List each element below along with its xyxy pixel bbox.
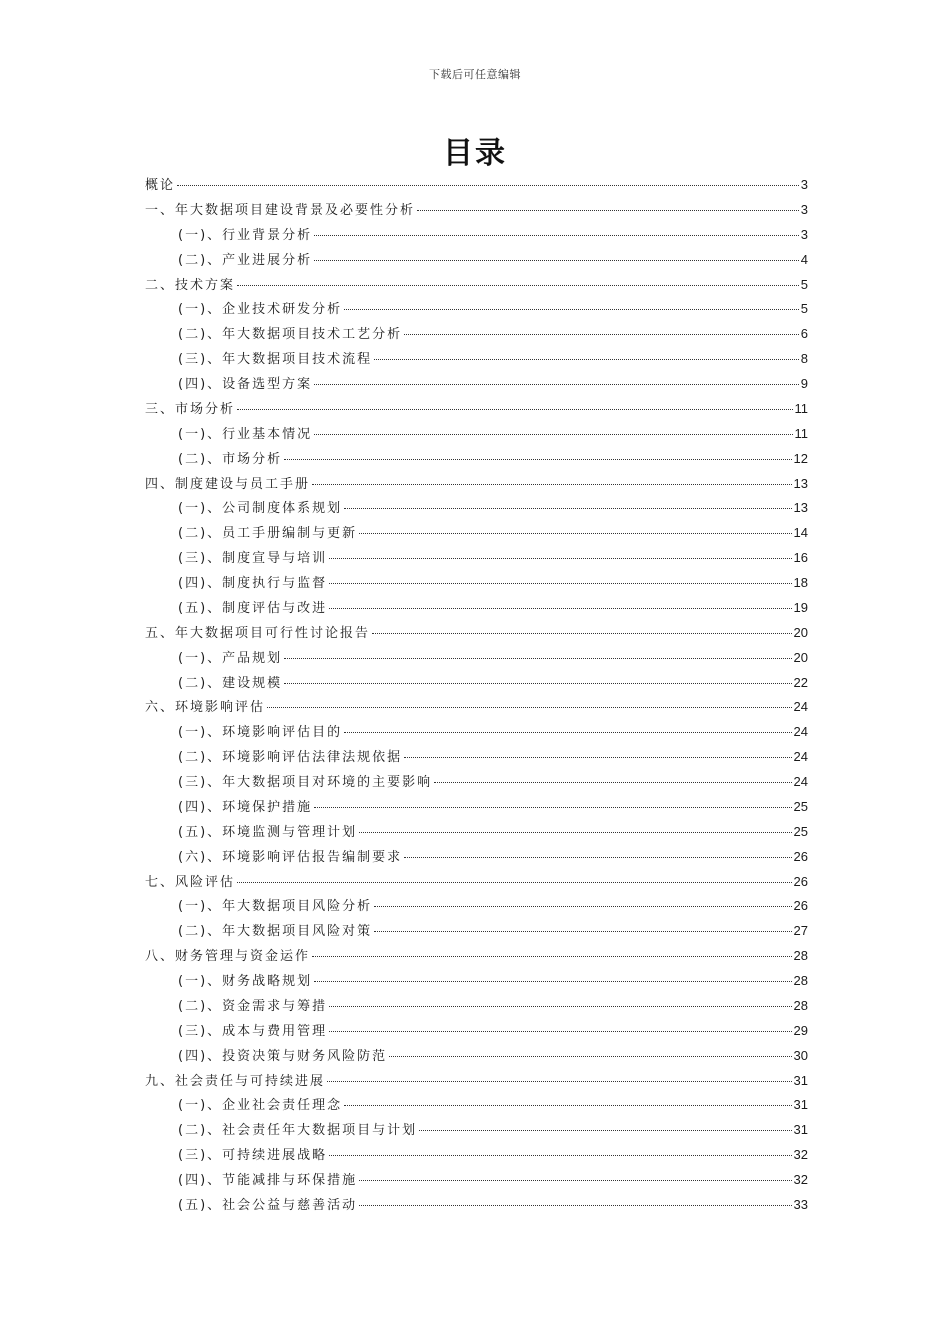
- dot-leader: [314, 235, 799, 236]
- toc-entry[interactable]: [145, 821, 808, 846]
- toc-entry[interactable]: [145, 1020, 808, 1045]
- toc-entry[interactable]: [145, 224, 808, 249]
- toc-entry[interactable]: [145, 995, 808, 1020]
- toc-entry-page-number: 28: [793, 948, 808, 964]
- toc-entry[interactable]: [145, 696, 808, 721]
- toc-entry-label: 九、社会责任与可持续进展: [145, 1073, 326, 1089]
- dot-leader: [267, 707, 792, 708]
- toc-entry-label: (二)、社会责任年大数据项目与计划: [178, 1123, 418, 1139]
- toc-entry-page-number: 25: [793, 823, 808, 839]
- toc-entry-page-number: 28: [793, 973, 808, 988]
- dot-leader: [404, 334, 799, 335]
- toc-entry[interactable]: [145, 920, 808, 945]
- toc-entry-label: (二)、建设规模: [178, 675, 283, 691]
- dot-leader: [404, 757, 791, 758]
- toc-entry[interactable]: [145, 1045, 808, 1070]
- dot-leader: [374, 359, 799, 360]
- toc-entry-page-number: 3: [800, 226, 808, 242]
- toc-entry-label: (三)、成本与费用管理: [178, 1023, 328, 1039]
- toc-entry-label: (四)、制度执行与监督: [178, 576, 328, 591]
- toc-entry-label: (四)、设备选型方案: [178, 377, 313, 392]
- toc-entry-page-number: 5: [800, 301, 808, 317]
- toc-entry-label: (二)、产业进展分析: [178, 252, 313, 268]
- toc-entry-page-number: 31: [793, 1072, 808, 1088]
- toc-entry-page-number: 28: [793, 997, 808, 1013]
- toc-entry[interactable]: [145, 1094, 808, 1119]
- toc-entry[interactable]: [145, 274, 808, 299]
- dot-leader: [329, 1155, 791, 1156]
- dot-leader: [314, 981, 791, 982]
- toc-entry[interactable]: [145, 348, 808, 373]
- toc-entry[interactable]: [145, 771, 808, 796]
- toc-entry[interactable]: [145, 1070, 808, 1095]
- toc-entry-label: (五)、制度评估与改进: [178, 600, 328, 616]
- toc-entry-page-number: 13: [793, 475, 808, 491]
- toc-entry-label: (四)、环境保护措施: [178, 799, 313, 815]
- toc-entry-label: (三)、年大数据项目对环境的主要影响: [178, 775, 433, 790]
- dot-leader: [284, 658, 791, 659]
- toc-entry-page-number: 11: [794, 425, 808, 441]
- toc-entry-page-number: 24: [793, 749, 808, 765]
- toc-entry-label: 二、技术方案: [145, 277, 236, 293]
- toc-entry-page-number: 16: [793, 550, 808, 566]
- toc-entry-label: (一)、公司制度体系规划: [178, 501, 343, 517]
- toc-entry-page-number: 9: [800, 376, 808, 391]
- toc-entry[interactable]: [145, 398, 808, 423]
- dot-leader: [329, 1006, 791, 1007]
- toc-entry[interactable]: [145, 497, 808, 522]
- toc-entry-page-number: 4: [800, 251, 808, 267]
- toc-entry-page-number: 24: [793, 774, 808, 789]
- toc-entry-label: (一)、行业基本情况: [178, 426, 313, 442]
- toc-entry[interactable]: [145, 1144, 808, 1169]
- toc-entry-page-number: 26: [793, 898, 808, 914]
- toc-entry-page-number: 25: [793, 798, 808, 814]
- toc-entry[interactable]: [145, 199, 808, 224]
- toc-entry[interactable]: [145, 945, 808, 970]
- toc-entry-label: (二)、员工手册编制与更新: [178, 526, 358, 542]
- dot-leader: [314, 807, 791, 808]
- dot-leader: [329, 1031, 791, 1032]
- dot-leader: [327, 1081, 792, 1082]
- toc-entry[interactable]: [145, 672, 808, 697]
- toc-entry-label: (二)、年大数据项目技术工艺分析: [178, 327, 403, 343]
- toc-entry[interactable]: [145, 846, 808, 871]
- dot-leader: [312, 484, 792, 485]
- toc-entry-label: 六、环境影响评估: [145, 700, 266, 716]
- dot-leader: [237, 882, 792, 883]
- dot-leader: [329, 558, 791, 559]
- dot-leader: [374, 906, 791, 907]
- toc-entry-page-number: 20: [793, 624, 808, 640]
- toc-entry[interactable]: [145, 622, 808, 647]
- toc-entry[interactable]: [145, 597, 808, 622]
- dot-leader: [404, 857, 791, 858]
- toc-entry[interactable]: [145, 373, 808, 398]
- dot-leader: [434, 782, 791, 783]
- toc-entry[interactable]: [145, 298, 808, 323]
- toc-entry[interactable]: [145, 249, 808, 274]
- toc-entry-label: 一、年大数据项目建设背景及必要性分析: [145, 202, 416, 218]
- dot-leader: [314, 384, 799, 385]
- toc-entry-label: 五、年大数据项目可行性讨论报告: [145, 625, 371, 641]
- toc-entry-page-number: 19: [793, 599, 808, 615]
- toc-entry-page-number: 22: [793, 674, 808, 690]
- toc-entry-label: 八、财务管理与资金运作: [145, 949, 311, 965]
- toc-entry-label: (四)、投资决策与财务风险防范: [178, 1048, 388, 1064]
- toc-entry-label: (二)、年大数据项目风险对策: [178, 924, 373, 940]
- toc-entry-label: 概论: [145, 178, 176, 193]
- toc-entry[interactable]: [145, 547, 808, 572]
- toc-entry-label: (五)、环境监测与管理计划: [178, 824, 358, 840]
- dot-leader: [389, 1056, 791, 1057]
- toc-entry[interactable]: [145, 1119, 808, 1144]
- dot-leader: [374, 931, 791, 932]
- toc-entry[interactable]: [145, 871, 808, 896]
- toc-entry[interactable]: [145, 1169, 808, 1194]
- toc-entry[interactable]: [145, 572, 808, 597]
- dot-leader: [284, 683, 791, 684]
- toc-entry-label: (一)、环境影响评估目的: [178, 725, 343, 741]
- toc-entry-page-number: 14: [793, 525, 808, 541]
- toc-entry-label: (一)、企业技术研发分析: [178, 302, 343, 318]
- toc-entry-label: (一)、年大数据项目风险分析: [178, 899, 373, 915]
- toc-entry-page-number: 32: [793, 1172, 808, 1187]
- toc-entry-label: (一)、行业背景分析: [178, 227, 313, 243]
- toc-entry-label: (三)、可持续进展战略: [178, 1148, 328, 1164]
- dot-leader: [344, 508, 791, 509]
- toc-entry-page-number: 3: [800, 177, 808, 192]
- toc-entry-label: (二)、资金需求与筹措: [178, 998, 328, 1014]
- toc-entry-label: (二)、环境影响评估法律法规依据: [178, 750, 403, 766]
- dot-leader: [329, 583, 791, 584]
- toc-entry-page-number: 12: [793, 450, 808, 466]
- toc-entry[interactable]: [145, 522, 808, 547]
- dot-leader: [284, 459, 791, 460]
- toc-entry-page-number: 33: [793, 1196, 808, 1212]
- dot-leader: [314, 260, 799, 261]
- dot-leader: [344, 732, 791, 733]
- toc-entry[interactable]: [145, 473, 808, 498]
- toc-entry-page-number: 8: [800, 351, 808, 367]
- toc-entry-label: (六)、环境影响评估报告编制要求: [178, 849, 403, 865]
- dot-leader: [359, 1180, 791, 1181]
- toc-entry-label: (三)、制度宣导与培训: [178, 551, 328, 567]
- dot-leader: [359, 1205, 791, 1206]
- toc-entry-label: (二)、市场分析: [178, 451, 283, 467]
- toc-entry-page-number: 13: [793, 500, 808, 516]
- toc-entry-page-number: 3: [800, 201, 808, 217]
- table-of-contents: [145, 174, 808, 1219]
- toc-entry-label: (五)、社会公益与慈善活动: [178, 1197, 358, 1213]
- toc-title: 目录: [443, 136, 507, 171]
- toc-entry[interactable]: [145, 970, 808, 995]
- toc-entry[interactable]: [145, 423, 808, 448]
- dot-leader: [417, 210, 799, 211]
- toc-entry-page-number: 31: [793, 1097, 808, 1113]
- dot-leader: [359, 832, 791, 833]
- toc-entry-label: (一)、财务战略规划: [178, 974, 313, 989]
- toc-entry-label: (一)、产品规划: [178, 650, 283, 666]
- toc-entry-page-number: 6: [800, 326, 808, 342]
- toc-entry-label: (一)、企业社会责任理念: [178, 1098, 343, 1114]
- dot-leader: [372, 633, 792, 634]
- toc-entry-page-number: 29: [793, 1022, 808, 1038]
- toc-entry[interactable]: [145, 895, 808, 920]
- toc-entry[interactable]: [145, 323, 808, 348]
- toc-entry-page-number: 27: [793, 923, 808, 939]
- toc-entry-page-number: 24: [793, 724, 808, 740]
- toc-entry-page-number: 26: [793, 873, 808, 889]
- toc-entry[interactable]: [145, 647, 808, 672]
- toc-entry-page-number: 32: [793, 1147, 808, 1163]
- dot-leader: [419, 1130, 791, 1131]
- toc-entry-page-number: 30: [793, 1047, 808, 1063]
- toc-entry-page-number: 24: [793, 699, 808, 715]
- toc-entry-page-number: 11: [794, 400, 808, 416]
- toc-entry[interactable]: [145, 721, 808, 746]
- toc-entry-page-number: 31: [793, 1122, 808, 1138]
- toc-entry-label: (四)、节能减排与环保措施: [178, 1173, 358, 1188]
- toc-entry-page-number: 5: [800, 276, 808, 292]
- toc-entry[interactable]: [145, 1194, 808, 1219]
- toc-entry-page-number: 26: [793, 848, 808, 864]
- toc-entry-label: 七、风险评估: [145, 874, 236, 890]
- toc-entry[interactable]: [145, 746, 808, 771]
- dot-leader: [329, 608, 791, 609]
- dot-leader: [359, 533, 791, 534]
- dot-leader: [177, 185, 799, 186]
- dot-leader: [344, 1105, 791, 1106]
- toc-entry-page-number: 18: [793, 575, 808, 590]
- dot-leader: [237, 409, 792, 410]
- toc-entry[interactable]: [145, 448, 808, 473]
- toc-entry[interactable]: [145, 796, 808, 821]
- toc-entry-label: 三、市场分析: [145, 401, 236, 417]
- dot-leader: [312, 956, 792, 957]
- dot-leader: [237, 285, 799, 286]
- toc-entry-label: (三)、年大数据项目技术流程: [178, 352, 373, 368]
- dot-leader: [344, 309, 799, 310]
- toc-entry[interactable]: [145, 174, 808, 199]
- toc-entry-page-number: 20: [793, 649, 808, 665]
- toc-entry-label: 四、制度建设与员工手册: [145, 476, 311, 492]
- header-note: 下载后可任意编辑: [429, 68, 521, 81]
- dot-leader: [314, 434, 792, 435]
